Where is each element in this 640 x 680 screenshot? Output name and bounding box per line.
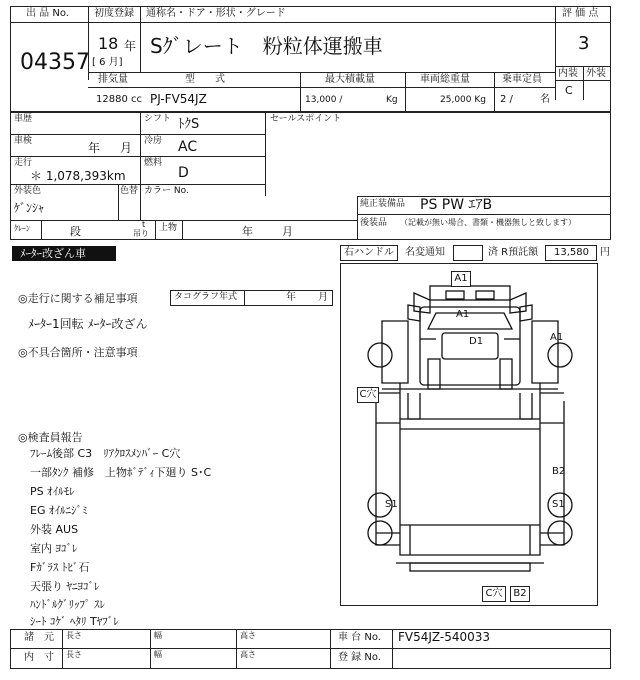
name-change-text: 名変通知 xyxy=(405,247,445,258)
name-change-box xyxy=(453,245,483,261)
height-label: 高さ xyxy=(240,650,256,659)
defects-header: ◎不具合箇所・注意事項 xyxy=(18,346,138,359)
damage-tag: A1 xyxy=(456,309,470,320)
type-label: 型 式 xyxy=(185,74,225,85)
damage-tag: D1 xyxy=(469,336,484,347)
chassis-label: 車 台 No. xyxy=(338,632,381,643)
inspector-line: ｼｰﾄ ｺｹﾞ ﾍﾀﾘ Tﾔﾌﾞﾚ xyxy=(30,615,119,628)
lot-number: 04357 xyxy=(20,50,90,75)
inspector-line: 室内 ﾖｺﾞﾚ xyxy=(30,542,78,555)
height-label: 高さ xyxy=(240,631,256,640)
inspection-label: 車検 xyxy=(14,136,33,146)
recycle-unit: 円 xyxy=(600,247,610,258)
exterior-label: 外装 xyxy=(586,68,606,79)
interior-dims-label: 内 寸 xyxy=(24,652,54,663)
max-load-unit: Kg xyxy=(386,95,398,105)
upper-label: 上物 xyxy=(159,223,178,233)
grade-label: 評 価 点 xyxy=(562,8,599,19)
upper-month: 月 xyxy=(282,225,293,238)
overall-grade: 3 xyxy=(578,33,590,54)
crane-hang: 吊り xyxy=(133,229,149,238)
inspector-line: PS ｵｲﾙﾓﾚ xyxy=(30,485,75,498)
width-label: 幅 xyxy=(154,631,162,640)
crane-t: t xyxy=(142,220,146,229)
aircon-label: 冷房 xyxy=(144,136,163,146)
inspector-line: 天張り ﾔﾆﾖｺﾞﾚ xyxy=(30,580,100,593)
interior-grade: C xyxy=(565,84,573,97)
model-desc-label: 通称名・ドア・形状・グレード xyxy=(146,8,286,19)
banner-text: ﾒｰﾀｰ改ざん車 xyxy=(20,247,86,260)
sales-points-label: セールスポイント xyxy=(270,114,342,124)
damage-tag: B2 xyxy=(552,466,566,477)
length-label: 長さ xyxy=(66,650,82,659)
inspector-line: EG ｵｲﾙﾆｼﾞﾐ xyxy=(30,504,88,517)
crane-stage: 段 xyxy=(70,225,81,238)
recycle-label: 済 R預託額 xyxy=(488,247,539,258)
model-code: PJ-FV54JZ xyxy=(150,92,207,106)
equipment-value: PS PW ｴｱB xyxy=(420,197,493,213)
color-label: 外装色 xyxy=(14,186,42,196)
inspector-line: ﾌﾚｰﾑ後部 C3 ﾘｱｸﾛｽﾒﾝﾊﾞｰ C穴 xyxy=(30,447,181,460)
upper-year: 年 xyxy=(242,225,253,238)
max-load-label: 最大積載量 xyxy=(325,74,375,85)
lot-no-label: 出 品 No. xyxy=(26,8,69,19)
length-label: 長さ xyxy=(66,631,82,640)
capacity-label: 乗車定員 xyxy=(502,74,542,85)
aftermarket-note: （記載が無い場合、書類・機器無しと致します） xyxy=(400,218,576,227)
tacho-label: タコグラフ年式 xyxy=(174,292,238,302)
fuel-label: 燃料 xyxy=(144,158,163,168)
damage-tag: B2 xyxy=(510,586,530,602)
crane-label: ｸﾚｰﾝ xyxy=(14,224,30,233)
capacity-unit: 名 xyxy=(540,94,550,105)
damage-tag: S1 xyxy=(385,499,398,510)
inspector-line: ﾊﾝﾄﾞﾙｸﾞﾘｯﾌﾟ ｽﾚ xyxy=(30,598,105,611)
year-unit: 年 xyxy=(124,39,137,53)
registration-label: 登 録 No. xyxy=(338,652,381,663)
damage-tag: C穴 xyxy=(357,387,379,403)
tacho-month: 月 xyxy=(318,292,328,303)
displacement-value: 12880 cc xyxy=(96,94,142,105)
driving-note: ﾒｰﾀｰ1回転 ﾒｰﾀｰ改ざん xyxy=(28,317,148,331)
aircon-value: AC xyxy=(178,139,198,155)
capacity-value: 2 / xyxy=(500,94,513,105)
fuel-value: D xyxy=(178,165,189,181)
mileage-value: ＊ 1,078,393km xyxy=(30,169,126,183)
interior-label: 内装 xyxy=(558,68,578,79)
damage-tag: C穴 xyxy=(482,586,506,602)
color-change-label: 色替 xyxy=(120,186,139,196)
shift-label: シフト xyxy=(144,114,172,124)
history-label: 車歴 xyxy=(14,114,33,124)
dims-label: 諸 元 xyxy=(24,632,54,643)
inspector-line: 一部ﾀﾝｸ 補修 上物ﾎﾞﾃﾞｨ下廻り S･C xyxy=(30,466,212,479)
rhd-text: 右ハンドル xyxy=(344,247,394,258)
driving-header: ◎走行に関する補足事項 xyxy=(18,292,138,305)
inspection-month: 月 xyxy=(120,141,133,155)
inspector-line: Fｶﾞﾗｽ ﾄﾋﾞ石 xyxy=(30,561,90,574)
equipment-label: 純正装備品 xyxy=(360,199,406,209)
chassis-number: FV54JZ-540033 xyxy=(398,630,491,644)
damage-tag: A1 xyxy=(550,332,564,343)
shift-value: ﾄｸS xyxy=(178,117,200,132)
inspector-line: 外装 AUS xyxy=(30,523,79,536)
first-reg-year: 18 xyxy=(98,34,119,53)
footer-frame xyxy=(10,629,611,669)
mileage-label: 走行 xyxy=(14,158,33,168)
damage-tag: S1 xyxy=(552,499,565,510)
tacho-year: 年 xyxy=(286,292,296,303)
aftermarket-label: 後装品 xyxy=(360,218,388,228)
first-reg-month: [ 6 月] xyxy=(92,57,123,68)
displacement-label: 排気量 xyxy=(98,74,128,85)
gross-weight-value: 25,000 Kg xyxy=(440,95,486,105)
width-label: 幅 xyxy=(154,650,162,659)
gross-weight-label: 車両総重量 xyxy=(420,74,470,85)
max-load-value: 13,000 / xyxy=(305,95,343,105)
damage-tag: A1 xyxy=(451,271,471,287)
vehicle-title: Sｸﾞレート 粉粒体運搬車 xyxy=(150,34,383,58)
inspection-year: 年 xyxy=(88,141,101,155)
recycle-amount: 13,580 xyxy=(554,247,589,258)
color-value: ｹﾞﾝｼｬ xyxy=(14,201,45,215)
color-code-label: カラー No. xyxy=(144,186,189,196)
inspector-header: ◎検査員報告 xyxy=(18,431,83,444)
first-reg-label: 初度登録 xyxy=(94,8,134,19)
